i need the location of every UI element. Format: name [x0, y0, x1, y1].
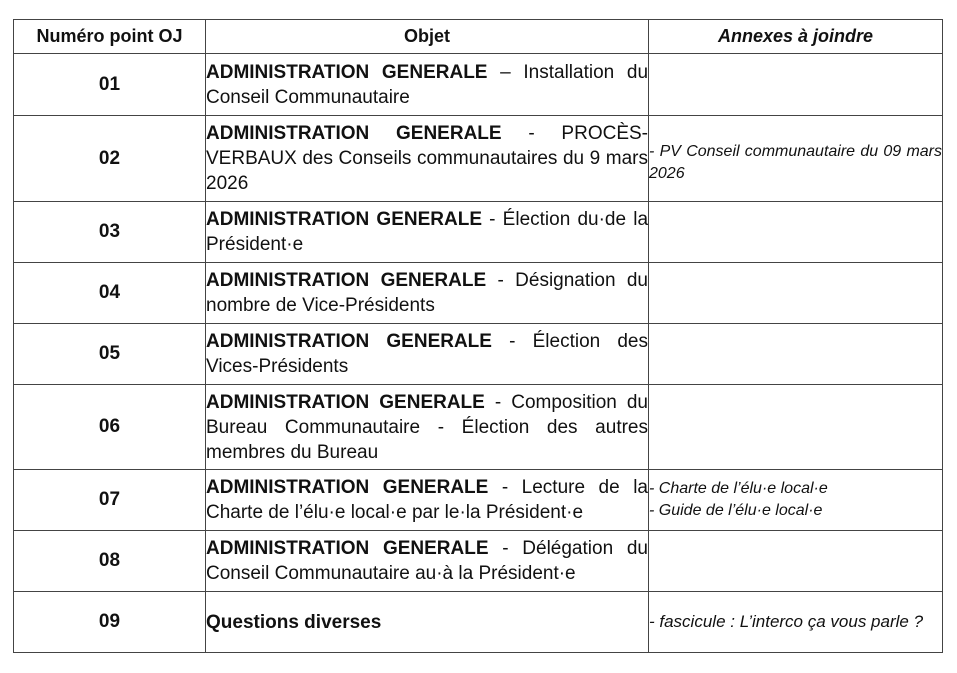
table-row: [14, 531, 943, 592]
row-category: ADMINISTRATION GENERALE: [206, 61, 488, 83]
row-subject: - PROCÈS-VERBAUX des Conseils communautaires du 9 mars 2026: [206, 123, 648, 194]
row-subject: - Composition du Bureau Communautaire - Élection des autres membres du Bureau: [206, 391, 648, 463]
row-objet: [206, 531, 649, 592]
row-category: Questions diverses: [206, 611, 382, 633]
row-objet: [206, 263, 649, 324]
row-number: 04: [14, 263, 206, 324]
row-category: ADMINISTRATION GENERALE: [206, 477, 489, 498]
row-subject: - Délégation du Conseil Communautaire au·à la Président·e: [206, 538, 648, 584]
row-objet: [206, 202, 649, 263]
header-objet: Objet: [206, 20, 649, 54]
row-category: ADMINISTRATION GENERALE: [206, 391, 485, 413]
agenda-table: [13, 19, 943, 653]
row-subject: - Élection des Vices-Présidents: [206, 331, 648, 377]
row-annexes: [649, 116, 943, 202]
row-number: 02: [14, 116, 206, 202]
header-row: [14, 20, 943, 54]
row-number: 07: [14, 470, 206, 531]
row-objet: [206, 385, 649, 470]
table-row: [14, 54, 943, 116]
table-row: [14, 263, 943, 324]
row-number: 03: [14, 202, 206, 263]
row-objet: [206, 116, 649, 202]
row-category: ADMINISTRATION GENERALE: [206, 270, 487, 291]
row-annexes: [649, 54, 943, 116]
annex-item: - Guide de l’élu·e local·e: [649, 502, 823, 519]
table-row: [14, 116, 943, 202]
table-row: [14, 470, 943, 531]
row-number: 09: [14, 592, 206, 653]
row-category: ADMINISTRATION GENERALE: [206, 331, 492, 352]
annex-item: - fascicule : L’interco ça vous parle ?: [649, 612, 924, 631]
header-num: Numéro point OJ: [14, 20, 206, 54]
row-category: ADMINISTRATION GENERALE: [206, 209, 482, 230]
table-row: [14, 385, 943, 470]
row-subject: - Désignation du nombre de Vice-Présidents: [206, 270, 648, 316]
annex-item: - Charte de l’élu·e local·e: [649, 480, 828, 497]
header-annexes: Annexes à joindre: [649, 20, 943, 54]
row-objet: [206, 54, 649, 116]
row-objet: [206, 470, 649, 531]
row-annexes: [649, 470, 943, 531]
row-subject: – Installation du Conseil Communautaire: [206, 61, 649, 108]
annex-item: - PV Conseil communautaire du 09 mars 2026: [649, 142, 942, 182]
row-number: 06: [14, 385, 206, 470]
row-annexes: [649, 324, 943, 385]
row-annexes: [649, 592, 943, 653]
row-annexes: [649, 385, 943, 470]
row-category: ADMINISTRATION GENERALE: [206, 538, 489, 559]
row-objet: [206, 592, 649, 653]
row-number: 05: [14, 324, 206, 385]
table-row: [14, 202, 943, 263]
row-subject: - Élection du·de la Président·e: [206, 209, 649, 255]
table-row: [14, 324, 943, 385]
row-number: 08: [14, 531, 206, 592]
row-number: 01: [14, 54, 206, 116]
row-subject: - Lecture de la Charte de l’élu·e local·e par le·la Président·e: [206, 477, 648, 523]
row-annexes: [649, 202, 943, 263]
row-annexes: [649, 263, 943, 324]
table-row: [14, 592, 943, 653]
row-category: ADMINISTRATION GENERALE: [206, 123, 502, 144]
row-annexes: [649, 531, 943, 592]
row-objet: [206, 324, 649, 385]
